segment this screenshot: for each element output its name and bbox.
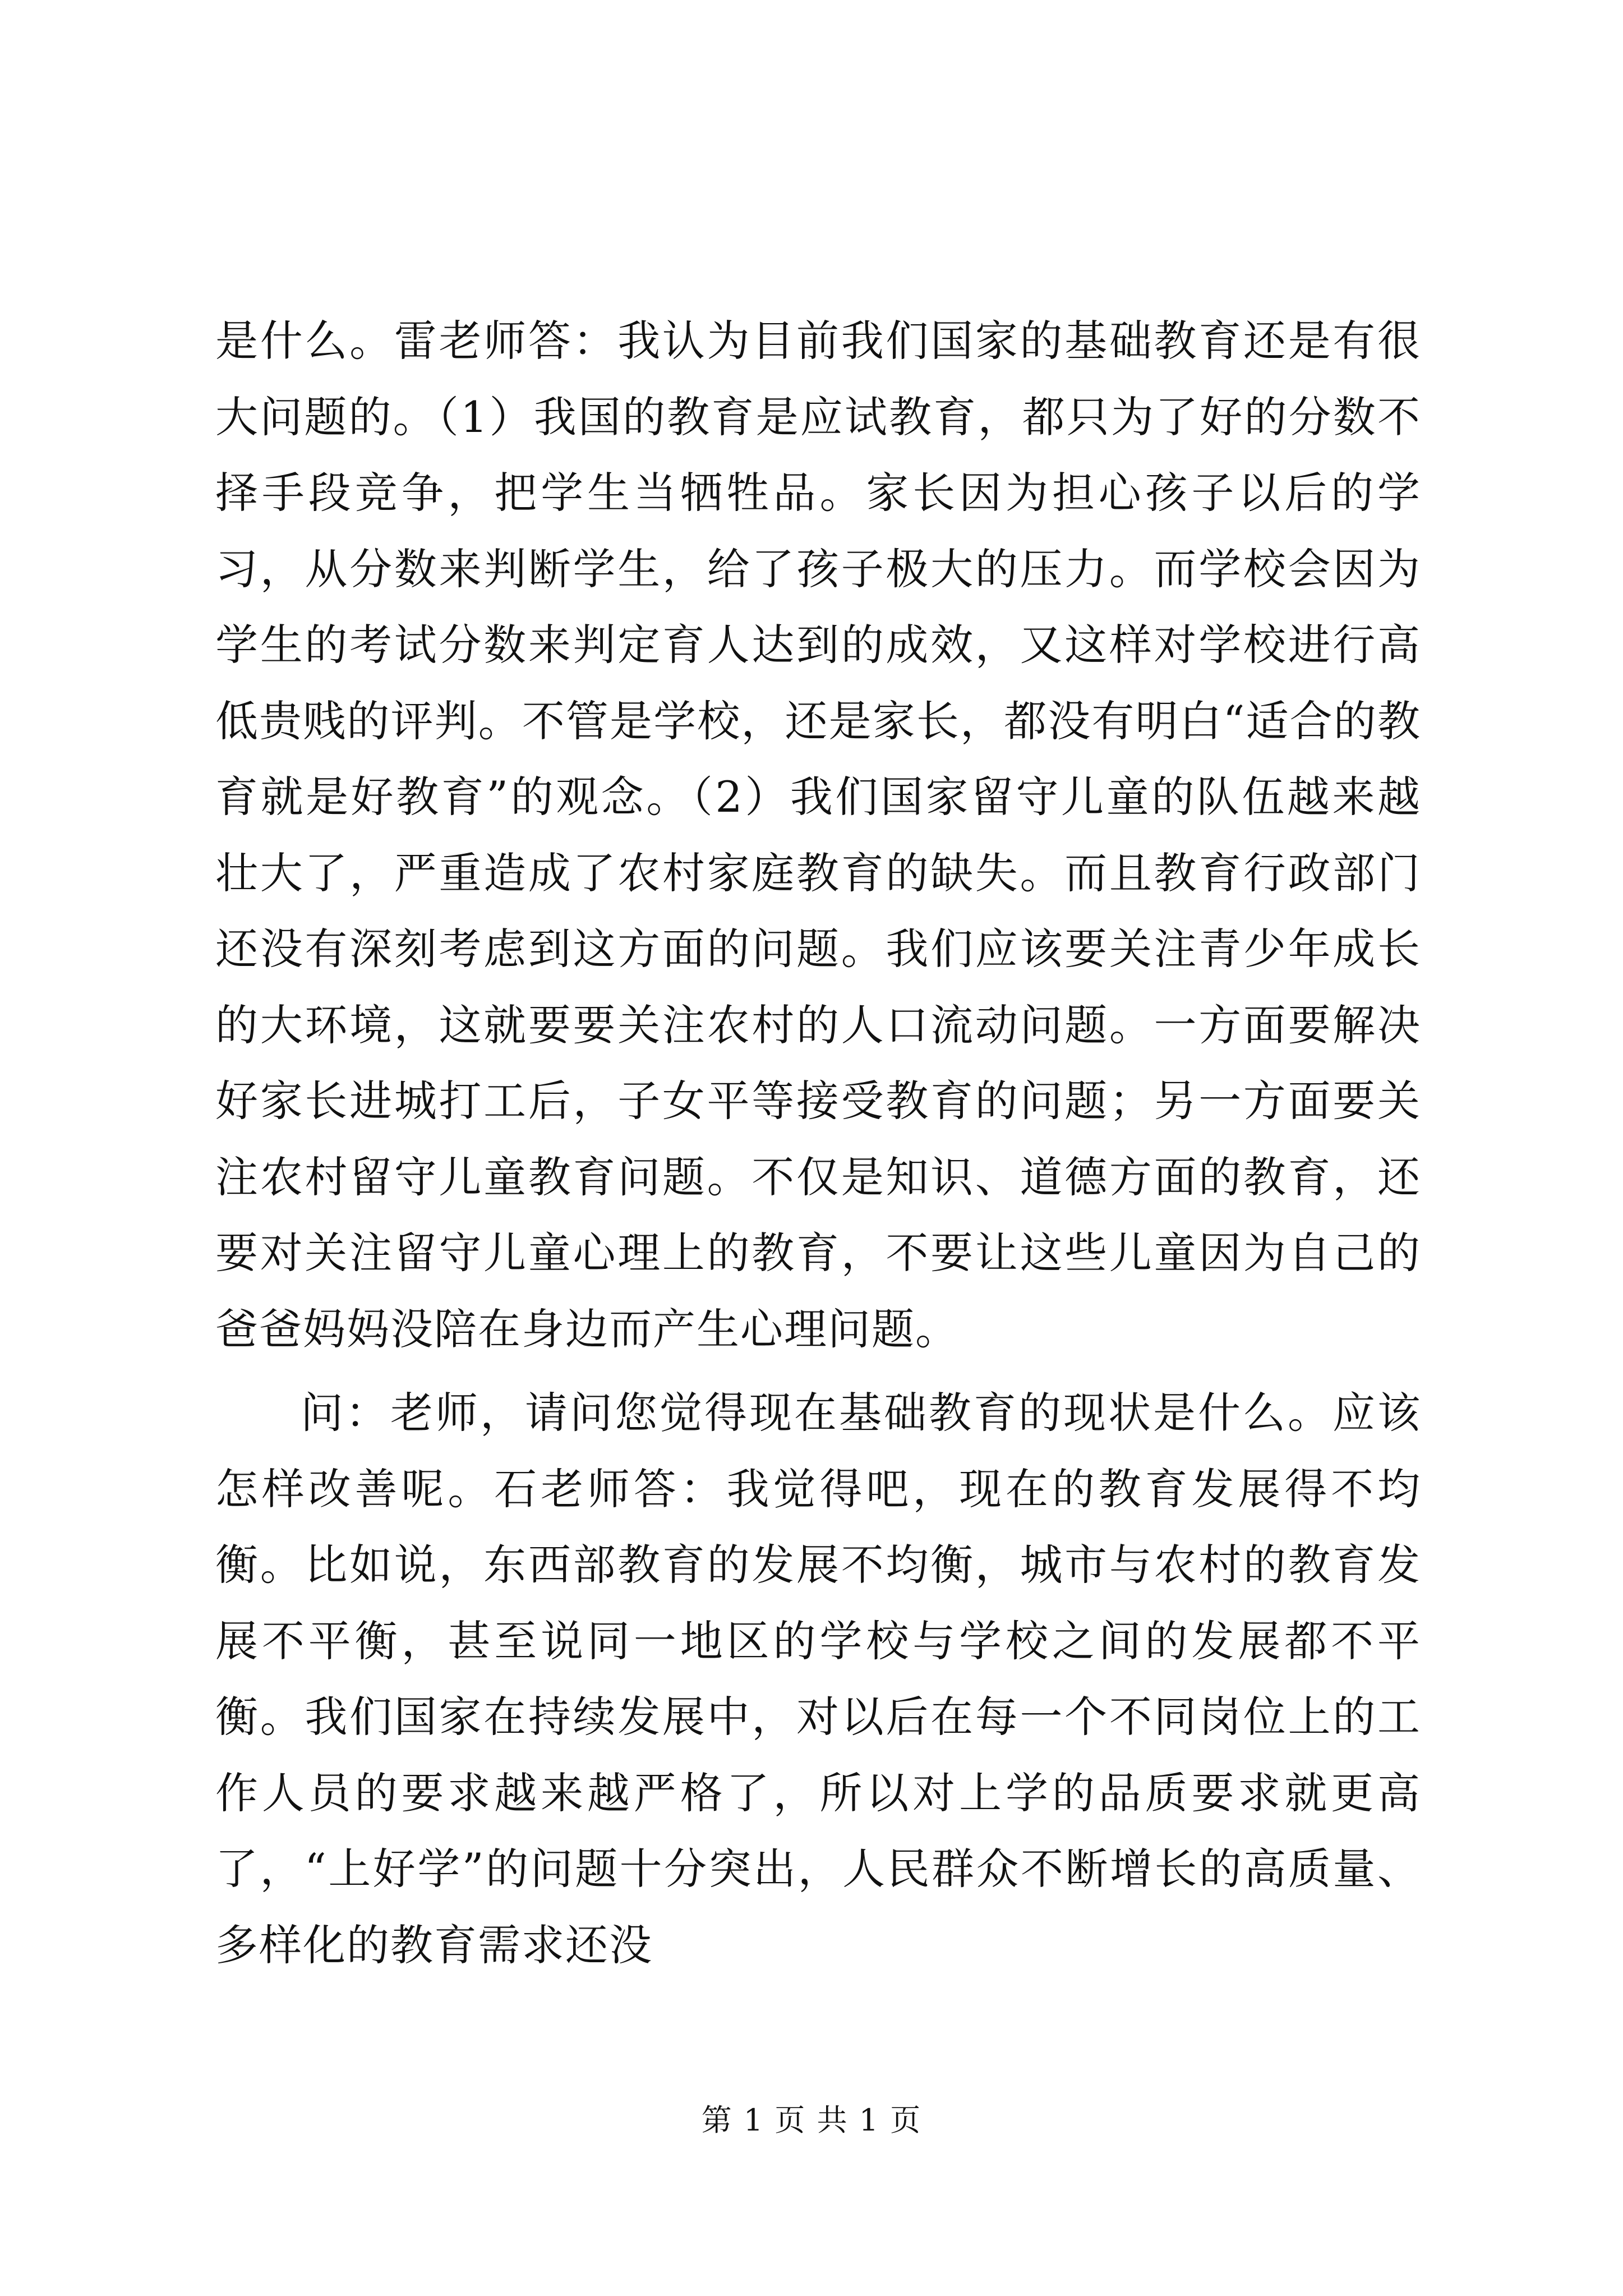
paragraph-2: 问：老师，请问您觉得现在基础教育的现状是什么。应该怎样改善呢。石老师答：我觉得吧，现在的教育发展得不均衡。比如说，东西部教育的发展不均衡，城市与农村的教育发展不平衡，甚至说同一地区的学校与学校之间的发展都不平衡。我们国家在持续发展中，对以后在每一个不同岗位上的工作人员的要求越来越严格了，所以对上学的品质要求就更高了，“上好学”的问题十分突出，人民群众不断增长的高质量、多样化的教育需求还没 — [215, 1388, 1421, 1970]
paragraph-1: 是什么。雷老师答：我认为目前我们国家的基础教育还是有很大问题的。（1）我国的教育是应试教育，都只为了好的分数不择手段竞争，把学生当牺牲品。家长因为担心孩子以后的学习，从分数来判断学生，给了孩子极大的压力。而学校会因为学生的考试分数来判定育人达到的成效，又这样对学校进行高低贵贱的评判。不管是学校，还是家长，都没有明白“适合的教育就是好教育”的观念。（2）我们国家留守儿童的队伍越来越壮大了，严重造成了农村家庭教育的缺失。而且教育行政部门还没有深刻考虑到这方面的问题。我们应该要关注青少年成长的大环境，这就要要关注农村的人口流动问题。一方面要解决好家长进城打工后，子女平等接受教育的问题；另一方面要关注农村留守儿童教育问题。不仅是知识、道德方面的教育，还要对关注留守儿童心理上的教育，不要让这些儿童因为自己的爸爸妈妈没陪在身边而产生心理问题。 — [215, 316, 1421, 1354]
page-footer: 第 1 页 共 1 页 — [701, 2102, 922, 2138]
document-body — [215, 303, 1421, 1983]
